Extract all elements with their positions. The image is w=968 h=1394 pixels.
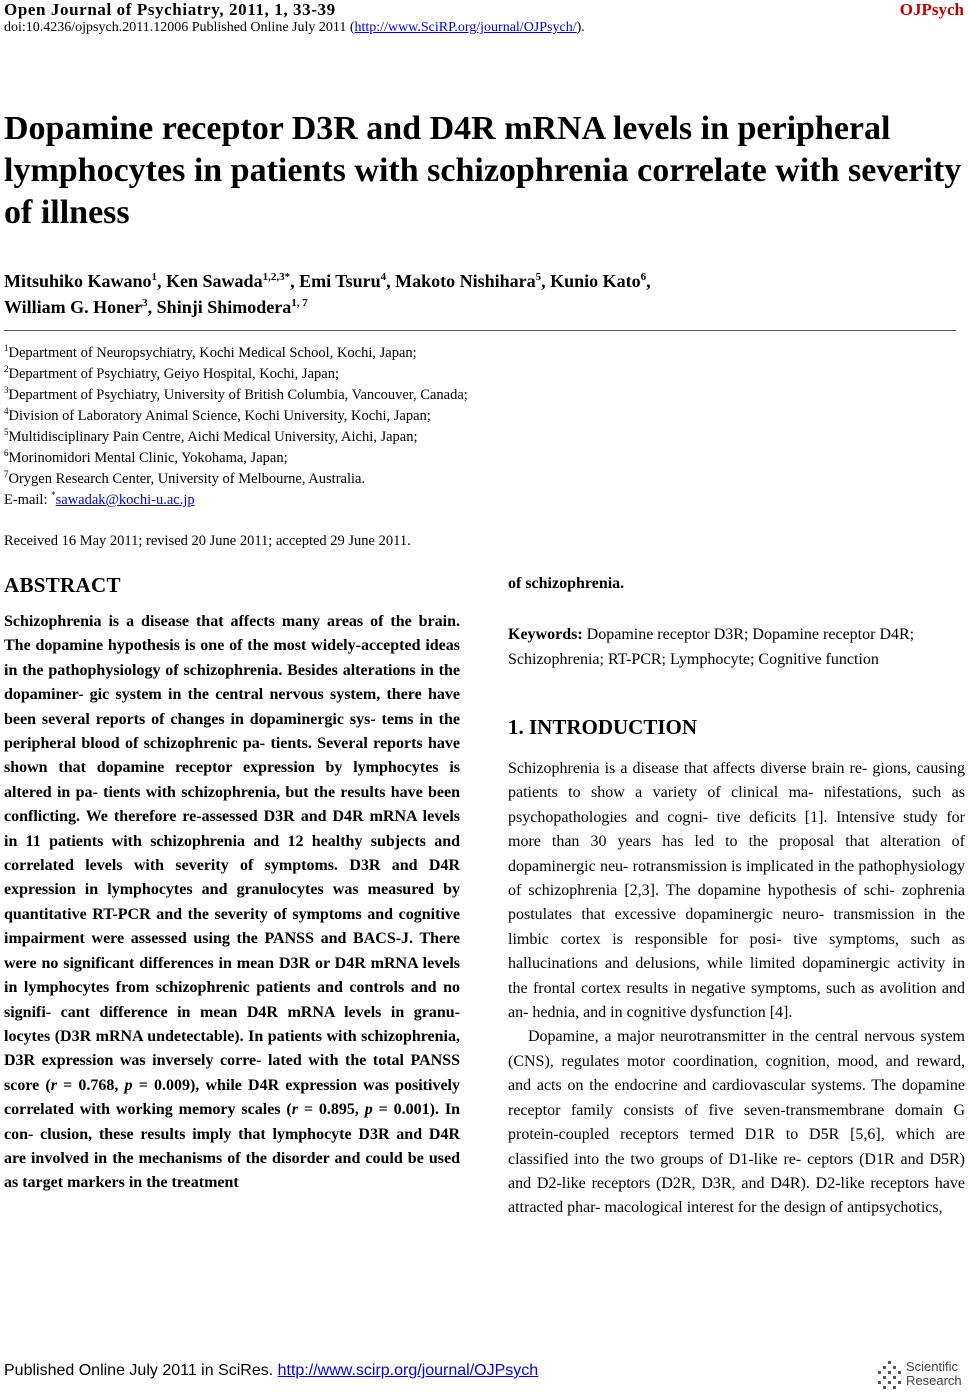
keywords-label: Keywords:: [508, 626, 583, 643]
footer-link[interactable]: http://www.scirp.org/journal/OJPsych: [277, 1362, 539, 1379]
journal-citation: Open Journal of Psychiatry, 2011, 1, 33-39: [4, 0, 336, 19]
affiliation: $^7$Orygen Research Center, University of Melbourne, Australia.: [4, 469, 366, 487]
affiliation: $^4$Division of Laboratory Animal Science, Kochi University, Kochi, Japan;: [4, 406, 431, 424]
keywords-text: Dopamine receptor D3R; Dopamine receptor D4R; Schizophrenia; RT-PCR; Lymphocyte; Cognitive function: [508, 626, 915, 668]
paper-title: Dopamine receptor D3R and D4R mRNA levels in peripheral lymphocytes in patients with schizophrenia correlate with severity of illness: [4, 110, 962, 231]
author: William G. Honer$^3$,: [4, 297, 157, 317]
introduction-heading: 1. INTRODUCTION: [508, 715, 698, 739]
affiliations: [4, 343, 964, 511]
doi-suffix: ).: [576, 20, 585, 35]
affiliation: $^1$Department of Neuropsychiatry, Kochi Medical School, Kochi, Japan;: [4, 343, 417, 361]
affiliation: $^2$Department of Psychiatry, Geiyo Hospital, Kochi, Japan;: [4, 364, 339, 382]
introduction-text: [508, 757, 965, 1221]
journal-link[interactable]: http://www.SciRP.org/journal/OJPsych/: [354, 20, 577, 35]
author: Makoto Nishihara$^5$,: [395, 271, 551, 291]
email-link[interactable]: sawadak@kochi-u.ac.jp: [55, 492, 195, 508]
abstract-continuation: of schizophrenia.: [508, 575, 625, 592]
received-dates: Received 16 May 2011; revised 20 June 2011; accepted 29 June 2011.: [4, 533, 411, 549]
affiliation: $^5$Multidisciplinary Pain Centre, Aichi Medical University, Aichi, Japan;: [4, 427, 418, 445]
abstract-heading: ABSTRACT: [4, 573, 121, 597]
footer: Published Online July 2011 in SciRes. http://www.scirp.org/journal/OJPsych: [4, 1362, 539, 1379]
author: Ken Sawada$^{1,2,3*}$,: [166, 271, 300, 291]
affiliation: $^3$Department of Psychiatry, University of British Columbia, Vancouver, Canada;: [4, 385, 468, 403]
author: Shinji Shimodera$^{1, 7}$: [156, 297, 308, 317]
author: Emi Tsuru$^4$,: [299, 271, 396, 291]
paragraph: Dopamine, a major neurotransmitter in the central nervous system (CNS), regulates motor coordination, cognition, mood, and reward, and acts on the endocrine and cardiovascular systems. The dopamine receptor family consists of five seven-transmembrane domain G protein-coupled receptors termed D1R to D5R [5,6], which are classified into the two groups of D1-like re- ceptors (D1R and D5R) and D2-like receptors (D2R, D3R, and D4R). D2-like receptors have attracted phar- macological interest for the design of antipsychotics,: [508, 1028, 965, 1217]
logo-text: Scientific Research: [906, 1359, 962, 1388]
doi-prefix: doi:10.4236/ojpsych.2011.12006 Published Online July 2011 (: [4, 20, 355, 35]
journal-abbrev: OJPsych: [899, 0, 964, 19]
affiliation: $^6$Morinomidori Mental Clinic, Yokohama, Japan;: [4, 448, 288, 466]
doi-line: [4, 20, 585, 36]
author-list: [4, 268, 964, 320]
abstract-text: Schizophrenia is a disease that affects many areas of the brain. The dopamine hypothesis is one of the most widely-accepted ideas in the pathophysiology of schizophrenia. Besides alterations in the dopaminer- gic system in the central nervous system, there have been several reports of changes in dopaminergic sys- tems in the peripheral blood of schizophrenic pa- tients. Several reports have shown that dopamine receptor expression by lymphocytes is altered in pa- tients with schizophrenia, but the results have been conflicting. We therefore re-assessed D3R and D4R mRNA levels in 11 patients with schizophrenia and 12 healthy subjects and correlated levels with severity of symptoms. D3R and D4R expression in lymphocytes and granulocytes was measured by quantitative RT-PCR and the severity of symptoms and cognitive impairment were assessed using the PANSS and BACS-J. There were no significant differences in mean D3R or D4R mRNA levels in lymphocytes from schizophrenic patients and controls and no signifi- cant difference in mean D4R mRNA levels in granu- locytes (D3R mRNA undetectable). In patients with schizophrenia, D3R expression was inversely corre- lated with the total PANSS score (r = 0.768, p = 0.009), while D4R expression was positively correlated with working memory scales (r = 0.895, p = 0.001). In con- clusion, these results imply that lymphocyte D3R and D4R are involved in the mechanisms of the disorder and could be used as target markers in the treatment: [4, 613, 460, 1192]
author: Mitsuhiko Kawano$^1$,: [4, 271, 167, 291]
paragraph: Schizophrenia is a disease that affects diverse brain re- gions, causing patients to show a variety of clinical ma- nifestations, such as psychopathologies and cogni- tive deficits [1]. Intensive study for more than 30 years has led to the proposal that alteration of dopaminergic neu- rotransmission is implicated in the pathophysiology of schizophrenia [2,3]. The dopamine hypothesis of schi- zophrenia postulates that excessive dopaminergic neuro- transmission in the limbic cortex is responsible for posi- tive symptoms, such as hallucinations and delusions, while limited dopaminergic activity in the frontal cortex results in negative symptoms, such as avolition and an- hednia, and in cognitive dysfunction [4].: [508, 760, 965, 1022]
header-divider: [4, 330, 956, 331]
author: Kunio Kato$^6$,: [550, 271, 651, 291]
keywords: [508, 623, 965, 672]
scientific-research-logo-icon: [876, 1358, 964, 1392]
email-line: E-mail: *sawadak@kochi-u.ac.jp: [4, 490, 195, 508]
